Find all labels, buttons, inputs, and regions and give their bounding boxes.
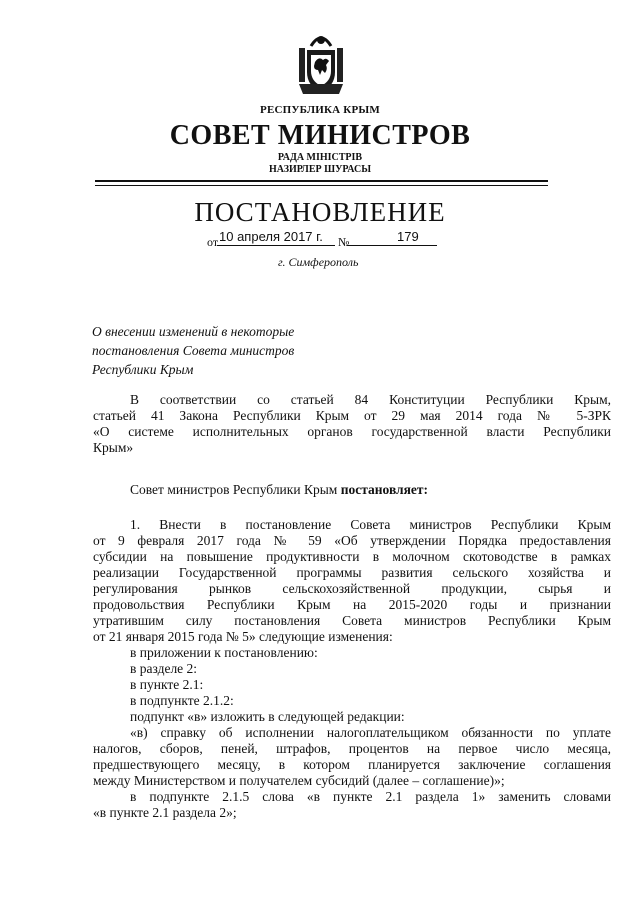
- text-line: в подпункте 2.1.2:: [130, 693, 234, 708]
- header-rule-thick: [95, 180, 548, 182]
- number-prefix: №: [338, 235, 350, 249]
- document-date: 10 апреля 2017 г.: [219, 229, 323, 244]
- text-line: Крым»: [93, 440, 134, 455]
- text-line: 1. Внести в постановление Совета министров Республики Крым: [130, 517, 611, 532]
- text-line: реализации Государственной программы развития сельского хозяйства и: [93, 565, 611, 580]
- document-type: ПОСТАНОВЛЕНИЕ: [194, 197, 446, 227]
- subject-line: О внесении изменений в некоторые: [92, 324, 295, 339]
- text-line: от 9 февраля 2017 года № 59 «Об утверждении Порядка предоставления: [93, 533, 611, 548]
- text-line: продовольствия Республики Крым на 2015-2020 годы и признании: [93, 597, 611, 612]
- text-line: регулирования рынков сельскохозяйственной продукции, сырья и: [93, 581, 611, 596]
- date-underline: [217, 245, 335, 246]
- resolves-paragraph: [93, 482, 611, 498]
- intro-paragraph: [93, 392, 611, 456]
- council-title-ukrainian: РАДА МІНІСТРІВ: [277, 152, 363, 163]
- text-line: от 21 января 2015 года № 5» следующие изменения:: [93, 629, 393, 644]
- text-line: в подпункте 2.1.5 слова «в пункте 2.1 раздела 1» заменить словами: [130, 789, 611, 804]
- date-prefix: от: [207, 235, 219, 249]
- text-line: «в пункте 2.1 раздела 2»;: [93, 805, 237, 820]
- subject-line: постановления Совета министров: [92, 343, 295, 358]
- header-rule-thin: [95, 185, 548, 186]
- item-1-paragraph: [93, 517, 611, 821]
- text-line: налогов, сборов, пеней, штрафов, процентов на первое число месяца,: [93, 741, 611, 756]
- text-line: в разделе 2:: [130, 661, 198, 676]
- council-title-crimean-tatar: НАЗИРЛЕР ШУРАСЫ: [268, 164, 372, 175]
- text-line: В соответствии со статьей 84 Конституции Республики Крым,: [130, 392, 611, 407]
- coat-of-arms-icon: [293, 28, 349, 96]
- text-line: субсидии на повышение продуктивности в молочном скотоводстве в рамках: [93, 549, 611, 564]
- text-line: утратившим силу постановления Совета министров Республики Крым: [93, 613, 611, 628]
- text-line: предшествующего месяцу, в котором планируется заключение соглашения: [93, 757, 611, 772]
- subject-line: Республики Крым: [92, 362, 194, 377]
- subject-heading: [92, 322, 352, 379]
- republic-name: РЕСПУБЛИКА КРЫМ: [260, 104, 380, 116]
- resolves-prefix: Совет министров Республики Крым: [130, 482, 341, 497]
- text-line: в приложении к постановлению:: [130, 645, 318, 660]
- text-line: подпункт «в» изложить в следующей редакции:: [130, 709, 405, 724]
- council-title: СОВЕТ МИНИСТРОВ: [169, 120, 471, 151]
- text-line: статьей 41 Закона Республики Крым от 29 мая 2014 года № 5-ЗРК: [93, 408, 611, 423]
- text-line: между Министерством и получателем субсидий (далее – соглашение)»;: [93, 773, 505, 788]
- text-line: [93, 482, 611, 498]
- date-number-line: [207, 229, 437, 251]
- text-line: «в) справку об исполнении налогоплательщиком обязанности по уплате: [130, 725, 611, 740]
- document-number: 179: [397, 229, 419, 244]
- city: г. Симферополь: [278, 255, 359, 269]
- text-line: «О системе исполнительных органов государственной власти Республики: [93, 424, 611, 439]
- text-line: в пункте 2.1:: [130, 677, 204, 692]
- resolves-keyword: постановляет:: [340, 482, 429, 497]
- number-underline: [347, 245, 437, 246]
